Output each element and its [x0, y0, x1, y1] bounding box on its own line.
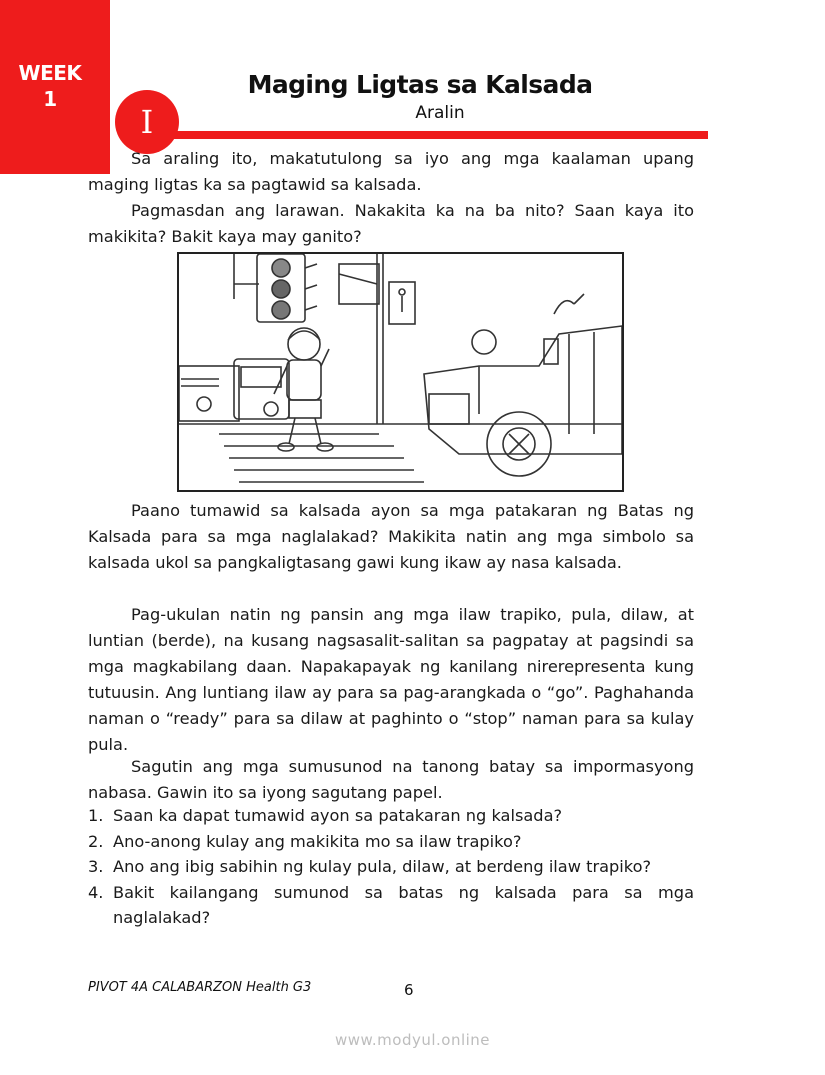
section-badge: I	[115, 90, 179, 154]
question-item: 2. Ano-anong kulay ang makikita mo sa ilaw trapiko?	[88, 831, 522, 851]
paragraph-intro: Sa araling ito, makatutulong sa iyo ang mga kaalaman upang maging ligtas ka sa pagtawid sa kalsada.	[88, 149, 694, 194]
paragraph-instructions: Sagutin ang mga sumusunod na tanong batay sa impormasyong nabasa. Gawin ito sa iyong sagutang papel.	[88, 757, 694, 802]
street-crossing-drawing	[179, 254, 622, 490]
lesson-title: Maging Ligtas sa Kalsada	[247, 70, 593, 99]
paragraph-traffic-lights: Pag-ukulan natin ng pansin ang mga ilaw trapiko, pula, dilaw, at luntian (berde), na kusang nagsasalit-salitan sa pagpatay at pagsindi sa mga magkabilang daan. Napakapayak ng kanilang nirerepresenta kung tutuusin. Ang luntiang ilaw ay para sa pag-arangkada o “go”. Paghahanda naman o “ready” para sa dilaw at paghinto o “stop” naman para sa kulay pula.	[88, 605, 694, 754]
question-item: 4. Bakit kailangang sumunod sa batas ng kalsada para sa mga naglalakad?	[88, 882, 694, 927]
paragraph-road-rules: Paano tumawid sa kalsada ayon sa mga patakaran ng Batas ng Kalsada para sa mga naglalakad? Makikita natin ang mga simbolo sa kalsada ukol sa pangkaligtasang gawi kung ikaw ay nasa kalsada.	[88, 501, 694, 572]
lesson-subtitle: Aralin	[415, 103, 465, 123]
question-list	[88, 803, 694, 931]
question-item: 1. Saan ka dapat tumawid ayon sa patakaran ng kalsada?	[88, 806, 563, 825]
paragraph-observe: Pagmasdan ang larawan. Nakakita ka na ba nito? Saan kaya ito makikita? Bakit kaya may ganito?	[88, 201, 694, 246]
page-number: 6	[404, 981, 414, 999]
question-item: 3. Ano ang ibig sabihin ng kulay pula, dilaw, at berdeng ilaw trapiko?	[88, 857, 652, 876]
week-label: WEEK 1	[18, 61, 82, 111]
header-rule	[170, 131, 708, 139]
watermark: www.modyul.online	[334, 1031, 491, 1049]
crosswalk-illustration	[177, 252, 624, 492]
footer-source: PIVOT 4A CALABARZON Health G3	[88, 980, 312, 995]
